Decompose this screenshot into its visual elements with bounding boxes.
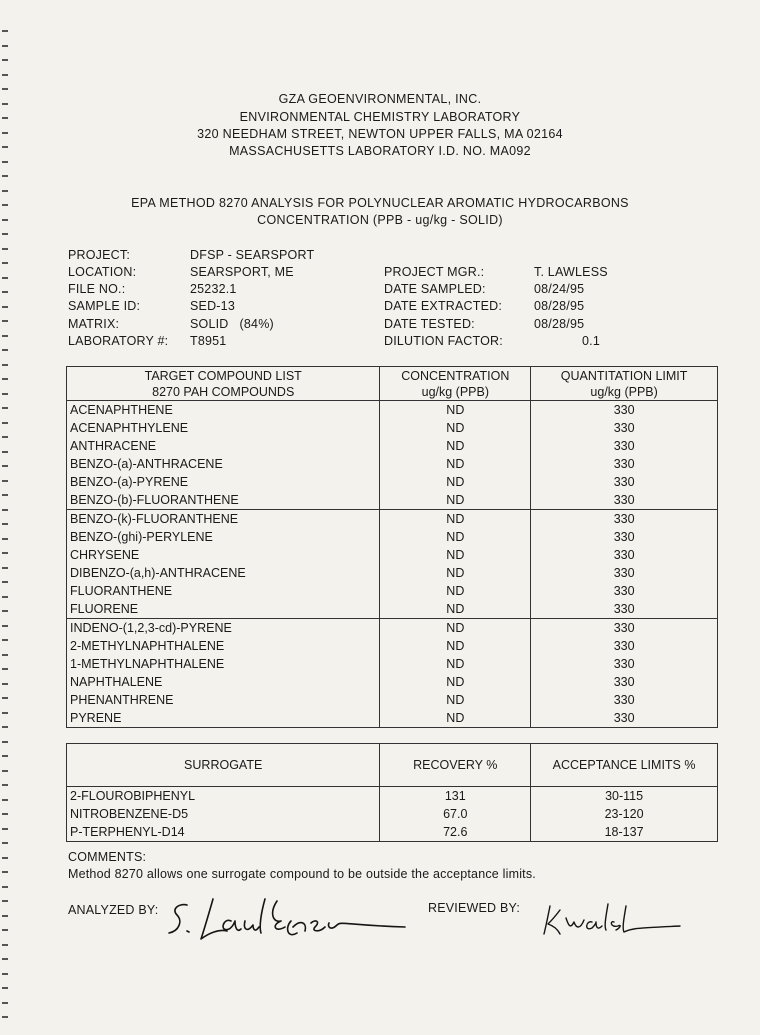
concentration-value: ND [380,655,531,673]
compound-name: PYRENE [67,709,380,728]
location-value: SEARSPORT, ME [190,265,294,279]
binding-hole [2,407,8,409]
binding-hole [2,915,8,917]
concentration-value: ND [380,528,531,546]
binding-hole [2,929,8,931]
table-row [67,491,718,510]
concentration-value: ND [380,437,531,455]
quantitation-limit-value: 330 [531,564,718,582]
binding-hole [2,1016,8,1018]
sample-id-value: SED-13 [190,299,235,313]
binding-hole [2,277,8,279]
binding-hole [2,320,8,322]
binding-hole [2,233,8,235]
binding-hole [2,973,8,975]
binding-hole [2,480,8,482]
acceptance-limits-value: 18-137 [531,823,718,842]
binding-hole [2,451,8,453]
date-tested-label: DATE TESTED: [384,317,475,331]
quantitation-limit-value: 330 [531,437,718,455]
concentration-value: ND [380,637,531,655]
compound-name: BENZO-(a)-ANTHRACENE [67,455,380,473]
analyzed-by-label: ANALYZED BY: [68,903,159,917]
analyzed-by-signature [165,893,410,953]
compound-name: INDENO-(1,2,3-cd)-PYRENE [67,619,380,638]
column-header-compound: TARGET COMPOUND LIST [67,367,380,385]
binding-hole [2,770,8,772]
quantitation-limit-value: 330 [531,510,718,529]
binding-hole [2,625,8,627]
quantitation-limit-value: 330 [531,528,718,546]
compound-name: BENZO-(b)-FLUORANTHENE [67,491,380,510]
binding-hole [2,886,8,888]
date-extracted-value: 08/28/95 [534,299,585,313]
binding-hole [2,436,8,438]
table-row [67,455,718,473]
concentration-value: ND [380,673,531,691]
quantitation-limit-value: 330 [531,401,718,420]
binding-hole [2,74,8,76]
column-header-concentration: CONCENTRATION [380,367,531,385]
binding-hole [2,987,8,989]
compound-name: BENZO-(a)-PYRENE [67,473,380,491]
concentration-value: ND [380,401,531,420]
table-row [67,600,718,619]
binding-hole [2,668,8,670]
matrix-value: SOLID (84%) [190,317,274,331]
binding-hole [2,828,8,830]
recovery-value: 131 [380,787,531,806]
concentration-value: ND [380,510,531,529]
binding-hole [2,175,8,177]
date-sampled-label: DATE SAMPLED: [384,282,486,296]
quantitation-limit-value: 330 [531,655,718,673]
surrogate-name: 2-FLOUROBIPHENYL [67,787,380,806]
binding-hole [2,784,8,786]
binding-hole [2,291,8,293]
column-header-recovery: RECOVERY % [380,744,531,787]
binding-hole [2,639,8,641]
quantitation-limit-value: 330 [531,419,718,437]
binding-hole [2,610,8,612]
table-row [67,787,718,806]
concentration-value: ND [380,491,531,510]
compound-name: BENZO-(ghi)-PERYLENE [67,528,380,546]
binding-hole [2,465,8,467]
lab-address: 320 NEEDHAM STREET, NEWTON UPPER FALLS, MA 02164 [197,127,563,141]
project-mgr-label: PROJECT MGR.: [384,265,485,279]
binding-hole [2,944,8,946]
comments-label: COMMENTS: [68,850,147,864]
binding-hole [2,654,8,656]
quantitation-limit-value: 330 [531,637,718,655]
binding-hole [2,567,8,569]
concentration-value: ND [380,582,531,600]
compound-name: 1-METHYLNAPHTHALENE [67,655,380,673]
binding-hole [2,581,8,583]
column-subheader-compound: 8270 PAH COMPOUNDS [67,384,380,401]
quantitation-limit-value: 330 [531,582,718,600]
binding-hole [2,45,8,47]
binding-hole [2,509,8,511]
compound-name: FLUORENE [67,600,380,619]
binding-hole [2,871,8,873]
concentration-value: ND [380,455,531,473]
reviewed-by-label: REVIEWED BY: [428,901,521,915]
comments-text: Method 8270 allows one surrogate compound to be outside the acceptance limits. [68,867,536,881]
concentration-value: ND [380,619,531,638]
binding-hole [2,755,8,757]
pah-compound-table [66,366,718,728]
quantitation-limit-value: 330 [531,619,718,638]
table-row [67,510,718,529]
binding-hole [2,190,8,192]
binding-hole [2,248,8,250]
binding-hole [2,683,8,685]
sample-id-label: SAMPLE ID: [68,299,141,313]
column-header-surrogate: SURROGATE [67,744,380,787]
binding-hole [2,842,8,844]
compound-name: BENZO-(k)-FLUORANTHENE [67,510,380,529]
quantitation-limit-value: 330 [531,673,718,691]
compound-name: CHRYSENE [67,546,380,564]
concentration-value: ND [380,564,531,582]
file-no-label: FILE NO.: [68,282,126,296]
binding-hole [2,697,8,699]
binding-hole [2,262,8,264]
binding-hole [2,596,8,598]
acceptance-limits-value: 23-120 [531,805,718,823]
table-row [67,473,718,491]
table-header-row [67,744,718,787]
binding-hole [2,422,8,424]
project-label: PROJECT: [68,248,131,262]
lab-id: MASSACHUSETTS LABORATORY I.D. NO. MA092 [229,144,531,158]
surrogate-name: P-TERPHENYL-D14 [67,823,380,842]
binding-hole [2,538,8,540]
concentration-value: ND [380,709,531,728]
file-no-value: 25232.1 [190,282,237,296]
binding-hole [2,494,8,496]
compound-name: ACENAPHTHYLENE [67,419,380,437]
dilution-factor-label: DILUTION FACTOR: [384,334,503,348]
table-row [67,528,718,546]
date-sampled-value: 08/24/95 [534,282,585,296]
compound-name: NAPHTHALENE [67,673,380,691]
binding-hole [2,393,8,395]
compound-name: ACENAPHTHENE [67,401,380,420]
compound-name: ANTHRACENE [67,437,380,455]
column-subheader-quant-limit: ug/kg (PPB) [531,384,718,401]
recovery-value: 72.6 [380,823,531,842]
table-row [67,401,718,420]
compound-name: DIBENZO-(a,h)-ANTHRACENE [67,564,380,582]
concentration-value: ND [380,473,531,491]
lab-number-value: T8951 [190,334,227,348]
table-row [67,619,718,638]
table-row [67,437,718,455]
quantitation-limit-value: 330 [531,473,718,491]
location-label: LOCATION: [68,265,137,279]
table-row [67,637,718,655]
binding-hole [2,813,8,815]
binding-hole [2,306,8,308]
binding-hole [2,552,8,554]
binding-hole [2,59,8,61]
table-row [67,546,718,564]
table-row [67,582,718,600]
table-row [67,655,718,673]
concentration-value: ND [380,419,531,437]
quantitation-limit-value: 330 [531,600,718,619]
project-value: DFSP - SEARSPORT [190,248,315,262]
binding-hole [2,900,8,902]
table-row [67,673,718,691]
table-row [67,709,718,728]
lab-name: GZA GEOENVIRONMENTAL, INC. [278,92,482,106]
date-tested-value: 08/28/95 [534,317,585,331]
binding-hole [2,88,8,90]
binding-hole [2,741,8,743]
table-header-row [67,384,718,401]
binding-hole [2,857,8,859]
acceptance-limits-value: 30-115 [531,787,718,806]
quantitation-limit-value: 330 [531,491,718,510]
binding-hole [2,726,8,728]
table-row [67,691,718,709]
column-header-quant-limit: QUANTITATION LIMIT [531,367,718,385]
concentration-value: ND [380,546,531,564]
binding-hole [2,1002,8,1004]
concentration-value: ND [380,691,531,709]
binding-hole [2,349,8,351]
table-row [67,805,718,823]
date-extracted-label: DATE EXTRACTED: [384,299,503,313]
report-subtitle: CONCENTRATION (PPB - ug/kg - SOLID) [257,213,503,227]
binding-hole [2,378,8,380]
quantitation-limit-value: 330 [531,709,718,728]
binding-hole [2,335,8,337]
quantitation-limit-value: 330 [531,546,718,564]
binding-hole [2,712,8,714]
column-subheader-concentration: ug/kg (PPB) [380,384,531,401]
lab-number-label: LABORATORY #: [68,334,169,348]
table-row [67,564,718,582]
binding-hole [2,364,8,366]
matrix-label: MATRIX: [68,317,120,331]
quantitation-limit-value: 330 [531,691,718,709]
project-mgr-value: T. LAWLESS [534,265,608,279]
binding-hole [2,958,8,960]
lab-department: ENVIRONMENTAL CHEMISTRY LABORATORY [239,110,521,124]
binding-hole [2,161,8,163]
concentration-value: ND [380,600,531,619]
recovery-value: 67.0 [380,805,531,823]
compound-name: FLUORANTHENE [67,582,380,600]
compound-name: PHENANTHRENE [67,691,380,709]
quantitation-limit-value: 330 [531,455,718,473]
surrogate-table [66,743,718,842]
report-title: EPA METHOD 8270 ANALYSIS FOR POLYNUCLEAR AROMATIC HYDROCARBONS [131,196,629,210]
table-header-row [67,367,718,385]
binding-hole [2,30,8,32]
binding-hole [2,523,8,525]
surrogate-name: NITROBENZENE-D5 [67,805,380,823]
column-header-acceptance: ACCEPTANCE LIMITS % [531,744,718,787]
table-row [67,419,718,437]
reviewed-by-signature [540,898,690,948]
binding-hole [2,799,8,801]
dilution-factor-value: 0.1 [582,334,600,348]
compound-name: 2-METHYLNAPHTHALENE [67,637,380,655]
table-row [67,823,718,842]
